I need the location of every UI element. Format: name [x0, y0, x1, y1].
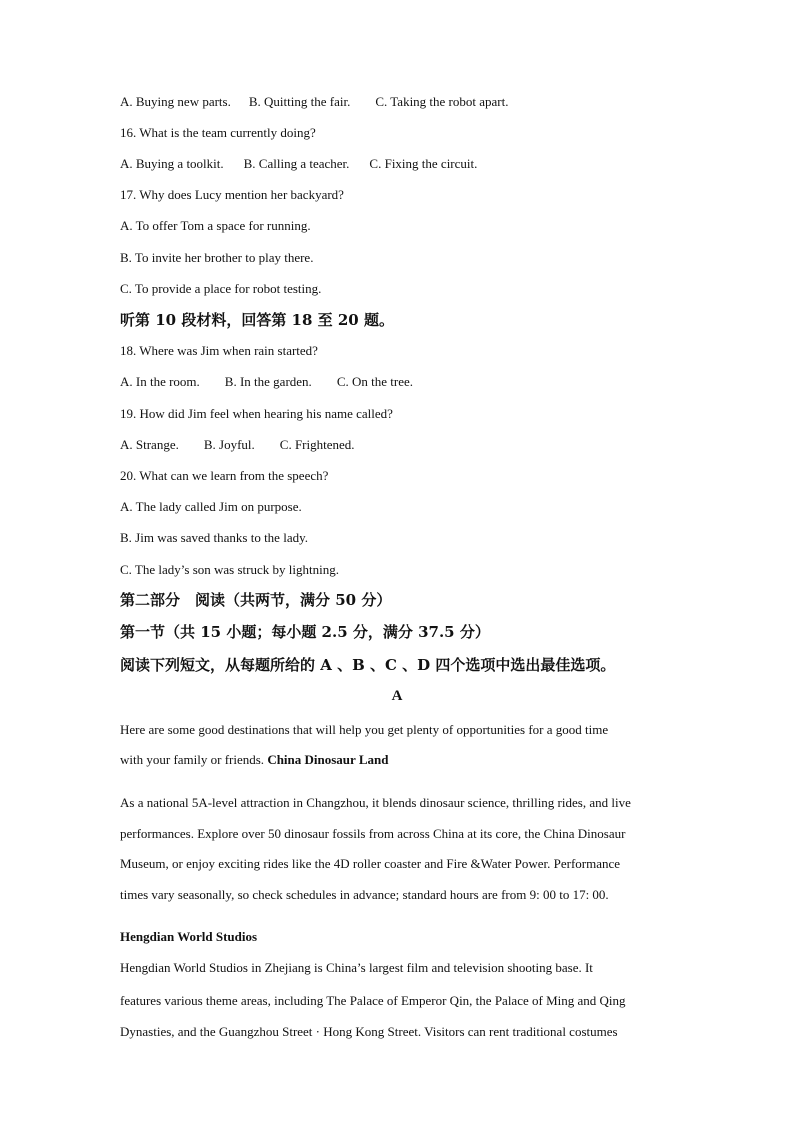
- dino-title: China Dinosaur Land: [267, 752, 389, 767]
- passage-label: A: [391, 688, 403, 704]
- question-16: 16. What is the team currently doing?: [120, 125, 316, 140]
- question-17: 17. Why does Lucy mention her backyard?: [120, 187, 344, 202]
- option-b: B. In the garden.: [224, 374, 312, 389]
- question-18: 18. Where was Jim when rain started?: [120, 343, 318, 358]
- section-1-heading: 第一节（共 15 小题；每小题 2.5 分，满分 37.5 分）: [120, 623, 490, 641]
- option-c: C. On the tree.: [336, 374, 413, 389]
- hengdian-line-1: Hengdian World Studios in Zhejiang is China’s largest film and television shooting base. It: [120, 960, 593, 975]
- q20-option-b: B. Jim was saved thanks to the lady.: [120, 530, 308, 545]
- option-b: B. Quitting the fair.: [248, 94, 351, 109]
- option-c: C. Frightened.: [279, 437, 355, 452]
- question-20: 20. What can we learn from the speech?: [120, 468, 329, 483]
- intro-line-2-text: with your family or friends.: [120, 752, 268, 767]
- q19-options: [120, 437, 355, 453]
- section-10-heading: 听第 10 段材料，回答第 18 至 20 题。: [120, 311, 394, 329]
- q18-options: [120, 374, 413, 390]
- intro-line-2: [120, 752, 675, 768]
- option-a: A. Buying a toolkit.: [120, 156, 224, 171]
- q15-options: [120, 94, 508, 110]
- intro-line-1: Here are some good destinations that will help you get plenty of opportunities for a good time: [120, 722, 609, 737]
- option-b: B. Calling a teacher.: [243, 156, 350, 171]
- q20-option-c: C. The lady’s son was struck by lightning.: [120, 562, 339, 577]
- dino-line-4: times vary seasonally, so check schedules in advance; standard hours are from 9: 00 to 17: 00.: [120, 887, 609, 902]
- reading-instruction: 阅读下列短文，从每题所给的 A 、B 、C 、D 四个选项中选出最佳选项。: [120, 656, 616, 674]
- dino-line-1: As a national 5A-level attraction in Changzhou, it blends dinosaur science, thrilling rides, and live: [120, 795, 631, 810]
- question-19: 19. How did Jim feel when hearing his name called?: [120, 406, 393, 421]
- hengdian-line-3: Dynasties, and the Guangzhou Street · Hong Kong Street. Visitors can rent traditional costumes: [120, 1024, 618, 1039]
- option-b: B. Joyful.: [203, 437, 255, 452]
- q20-option-a: A. The lady called Jim on purpose.: [120, 499, 302, 514]
- hengdian-title: Hengdian World Studios: [120, 929, 258, 944]
- q17-option-b: B. To invite her brother to play there.: [120, 250, 314, 265]
- q16-options: [120, 156, 477, 172]
- q17-option-a: A. To offer Tom a space for running.: [120, 218, 311, 233]
- option-a: A. Buying new parts.: [120, 94, 231, 109]
- hengdian-line-2: features various theme areas, including The Palace of Emperor Qin, the Palace of Ming and Qing: [120, 993, 626, 1008]
- option-c: C. Fixing the circuit.: [369, 156, 478, 171]
- part-2-heading: 第二部分 阅读（共两节，满分 50 分）: [120, 591, 392, 609]
- option-c: C. Taking the robot apart.: [375, 94, 509, 109]
- dino-line-2: performances. Explore over 50 dinosaur fossils from across China at its core, the China Dinosaur: [120, 826, 626, 841]
- q17-option-c: C. To provide a place for robot testing.: [120, 281, 322, 296]
- option-a: A. In the room.: [120, 374, 200, 389]
- option-a: A. Strange.: [120, 437, 179, 452]
- dino-line-3: Museum, or enjoy exciting rides like the 4D roller coaster and Fire &Water Power. Performance: [120, 856, 621, 871]
